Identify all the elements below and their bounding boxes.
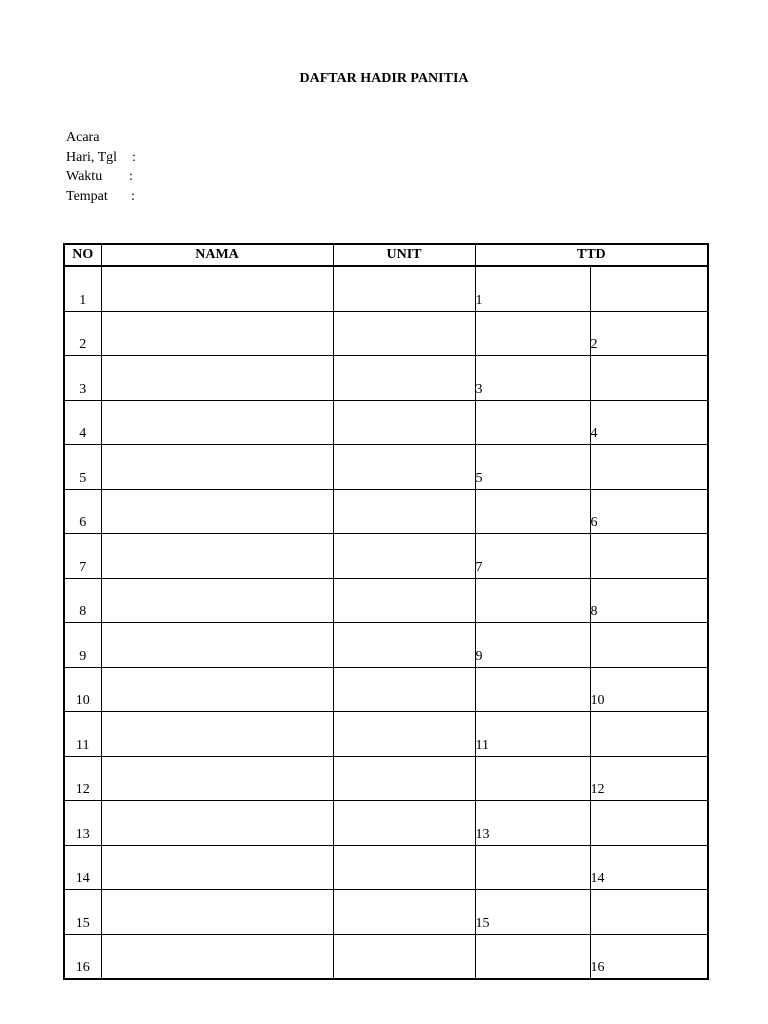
table-row: [64, 801, 708, 846]
name-cell[interactable]: [101, 890, 333, 935]
signature-cell-left[interactable]: [475, 400, 590, 445]
unit-cell[interactable]: [333, 801, 475, 846]
signature-cell-right[interactable]: 10: [590, 667, 708, 712]
row-number: 5: [64, 445, 101, 490]
header-nama: NAMA: [101, 244, 333, 266]
signature-cell-right[interactable]: 16: [590, 934, 708, 979]
table-row: [64, 311, 708, 356]
name-cell[interactable]: [101, 756, 333, 801]
table-row: [64, 578, 708, 623]
row-number: 16: [64, 934, 101, 979]
name-cell[interactable]: [101, 400, 333, 445]
row-number: 6: [64, 489, 101, 534]
table-header-row: [64, 244, 708, 266]
row-number: 3: [64, 356, 101, 401]
attendance-table: [63, 243, 709, 980]
unit-cell[interactable]: [333, 445, 475, 490]
header-no: NO: [64, 244, 101, 266]
unit-cell[interactable]: [333, 534, 475, 579]
signature-cell-left[interactable]: [475, 756, 590, 801]
row-number: 9: [64, 623, 101, 668]
meta-label: Tempat: [66, 188, 108, 204]
signature-cell-right[interactable]: [590, 356, 708, 401]
name-cell[interactable]: [101, 534, 333, 579]
row-number: 1: [64, 266, 101, 311]
signature-cell-right[interactable]: 4: [590, 400, 708, 445]
signature-cell-left[interactable]: 9: [475, 623, 590, 668]
signature-cell-left[interactable]: [475, 845, 590, 890]
header-unit: UNIT: [333, 244, 475, 266]
table-row: [64, 667, 708, 712]
signature-cell-right[interactable]: [590, 801, 708, 846]
row-number: 11: [64, 712, 101, 757]
name-cell[interactable]: [101, 445, 333, 490]
signature-cell-left[interactable]: 5: [475, 445, 590, 490]
signature-cell-left[interactable]: [475, 311, 590, 356]
meta-label: Waktu: [66, 169, 103, 184]
name-cell[interactable]: [101, 801, 333, 846]
signature-cell-left[interactable]: [475, 667, 590, 712]
name-cell[interactable]: [101, 623, 333, 668]
table-row: [64, 266, 708, 311]
table-row: [64, 756, 708, 801]
signature-cell-right[interactable]: [590, 445, 708, 490]
document-title: DAFTAR HADIR PANITIA: [299, 71, 469, 86]
signature-cell-left[interactable]: 15: [475, 890, 590, 935]
signature-cell-left[interactable]: [475, 489, 590, 534]
name-cell[interactable]: [101, 712, 333, 757]
row-number: 10: [64, 667, 101, 712]
signature-cell-left[interactable]: [475, 934, 590, 979]
signature-cell-right[interactable]: 12: [590, 756, 708, 801]
signature-cell-right[interactable]: [590, 266, 708, 311]
table-row: [64, 489, 708, 534]
unit-cell[interactable]: [333, 489, 475, 534]
table-row: [64, 400, 708, 445]
table-row: [64, 623, 708, 668]
unit-cell[interactable]: [333, 667, 475, 712]
unit-cell[interactable]: [333, 890, 475, 935]
name-cell[interactable]: [101, 934, 333, 979]
unit-cell[interactable]: [333, 266, 475, 311]
signature-cell-right[interactable]: 8: [590, 578, 708, 623]
signature-cell-left[interactable]: 1: [475, 266, 590, 311]
signature-cell-left[interactable]: 7: [475, 534, 590, 579]
signature-cell-right[interactable]: 6: [590, 489, 708, 534]
signature-cell-right[interactable]: [590, 890, 708, 935]
name-cell[interactable]: [101, 578, 333, 623]
row-number: 4: [64, 400, 101, 445]
meta-colon: :: [131, 188, 135, 204]
row-number: 8: [64, 578, 101, 623]
row-number: 14: [64, 845, 101, 890]
table-row: [64, 445, 708, 490]
meta-colon: :: [129, 169, 133, 184]
header-ttd: TTD: [475, 244, 708, 266]
name-cell[interactable]: [101, 266, 333, 311]
meta-label: Hari, Tgl: [66, 149, 118, 165]
table-body: [64, 266, 708, 979]
name-cell[interactable]: [101, 667, 333, 712]
unit-cell[interactable]: [333, 311, 475, 356]
table-row: [64, 712, 708, 757]
unit-cell[interactable]: [333, 623, 475, 668]
table-row: [64, 356, 708, 401]
row-number: 13: [64, 801, 101, 846]
table-row: [64, 890, 708, 935]
unit-cell[interactable]: [333, 845, 475, 890]
signature-cell-left[interactable]: 3: [475, 356, 590, 401]
unit-cell[interactable]: [333, 400, 475, 445]
name-cell[interactable]: [101, 489, 333, 534]
signature-cell-right[interactable]: [590, 623, 708, 668]
signature-cell-right[interactable]: [590, 712, 708, 757]
name-cell[interactable]: [101, 311, 333, 356]
signature-cell-right[interactable]: [590, 534, 708, 579]
unit-cell[interactable]: [333, 578, 475, 623]
signature-cell-right[interactable]: 14: [590, 845, 708, 890]
meta-colon: :: [132, 149, 136, 165]
table-row: [64, 534, 708, 579]
row-number: 15: [64, 890, 101, 935]
signature-cell-left[interactable]: [475, 578, 590, 623]
row-number: 12: [64, 756, 101, 801]
row-number: 7: [64, 534, 101, 579]
signature-cell-left[interactable]: 11: [475, 712, 590, 757]
name-cell[interactable]: [101, 845, 333, 890]
unit-cell[interactable]: [333, 356, 475, 401]
unit-cell[interactable]: [333, 756, 475, 801]
name-cell[interactable]: [101, 356, 333, 401]
table-row: [64, 845, 708, 890]
unit-cell[interactable]: [333, 712, 475, 757]
table-row: [64, 934, 708, 979]
meta-label: Acara: [66, 130, 100, 145]
row-number: 2: [64, 311, 101, 356]
signature-cell-right[interactable]: 2: [590, 311, 708, 356]
unit-cell[interactable]: [333, 934, 475, 979]
signature-cell-left[interactable]: 13: [475, 801, 590, 846]
